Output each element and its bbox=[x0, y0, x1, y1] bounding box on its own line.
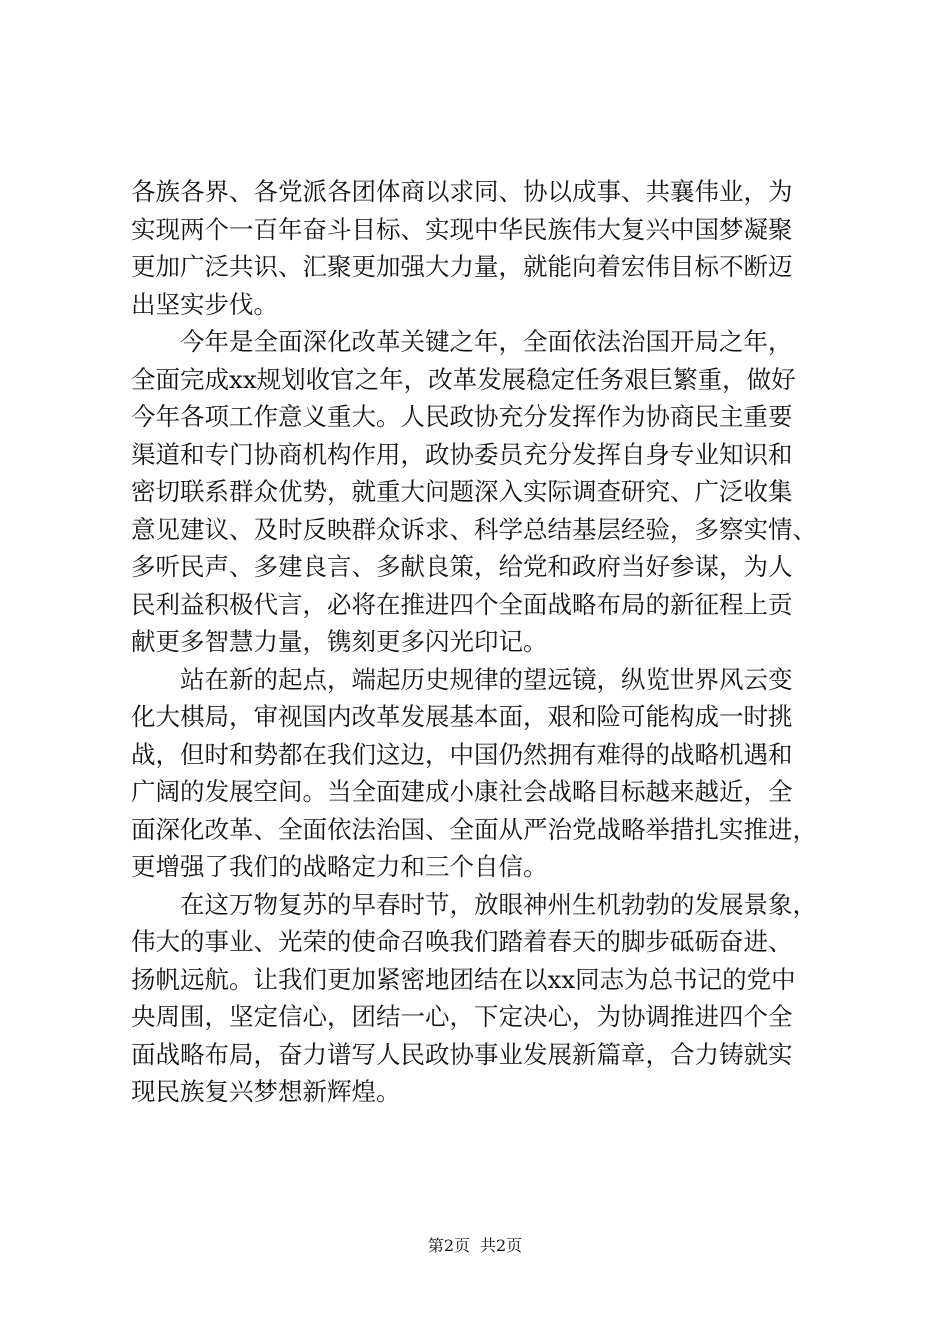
text-line: 实现两个一百年奋斗目标、实现中华民族伟大复兴中国梦凝聚 bbox=[131, 214, 793, 244]
text-line: 站在新的起点，端起历史规律的望远镜，纵览世界风云变 bbox=[131, 664, 793, 694]
text-line: 现民族复兴梦想新辉煌。 bbox=[131, 1077, 401, 1106]
text-line: 意见建议、及时反映群众诉求、科学总结基层经验，多察实情、 bbox=[131, 514, 817, 544]
text-line: 各族各界、各党派各团体商以求同、协以成事、共襄伟业，为 bbox=[131, 177, 793, 206]
text-line: 广阔的发展空间。当全面建成小康社会战略目标越来越近，全 bbox=[131, 777, 793, 806]
text-line: 伟大的事业、光荣的使命召唤我们踏着春天的脚步砥砺奋进、 bbox=[131, 927, 793, 956]
page-footer bbox=[0, 1236, 950, 1256]
document-body bbox=[131, 173, 821, 1111]
text-line: 献更多智慧力量，镌刻更多闪光印记。 bbox=[131, 627, 548, 656]
text-line: 扬帆远航。让我们更加紧密地团结在以xx同志为总书记的党中 bbox=[131, 964, 796, 994]
text-line: 全面完成xx规划收官之年，改革发展稳定任务艰巨繁重，做好 bbox=[131, 364, 796, 394]
text-line: 出坚实步伐。 bbox=[131, 289, 278, 319]
text-line: 渠道和专门协商机构作用，政协委员充分发挥自身专业知识和 bbox=[131, 439, 793, 469]
text-line: 在这万物复苏的早春时节，放眼神州生机勃勃的发展景象， bbox=[131, 889, 817, 919]
text-line: 面战略布局，奋力谱写人民政协事业发展新篇章，合力铸就实 bbox=[131, 1039, 793, 1069]
text-line: 今年是全面深化改革关键之年，全面依法治国开局之年， bbox=[131, 327, 793, 356]
text-line: 更增强了我们的战略定力和三个自信。 bbox=[131, 852, 548, 881]
text-line: 多听民声、多建良言、多献良策，给党和政府当好参谋，为人 bbox=[131, 552, 793, 581]
text-line: 密切联系群众优势，就重大问题深入实际调查研究、广泛收集 bbox=[131, 477, 793, 506]
text-line: 央周围，坚定信心，团结一心，下定决心，为协调推进四个全 bbox=[131, 1002, 793, 1031]
page-total: 共2页 bbox=[480, 1236, 523, 1255]
text-line: 更加广泛共识、汇聚更加强大力量，就能向着宏伟目标不断迈 bbox=[131, 252, 793, 281]
text-line: 今年各项工作意义重大。人民政协充分发挥作为协商民主重要 bbox=[131, 402, 793, 431]
page-number: 第2页 bbox=[427, 1236, 470, 1255]
text-line: 民利益积极代言，必将在推进四个全面战略布局的新征程上贡 bbox=[131, 589, 793, 619]
text-line: 面深化改革、全面依法治国、全面从严治党战略举措扎实推进， bbox=[131, 814, 817, 844]
text-line: 战，但时和势都在我们这边，中国仍然拥有难得的战略机遇和 bbox=[131, 739, 793, 769]
text-line: 化大棋局，审视国内改革发展基本面，艰和险可能构成一时挑 bbox=[131, 702, 793, 731]
